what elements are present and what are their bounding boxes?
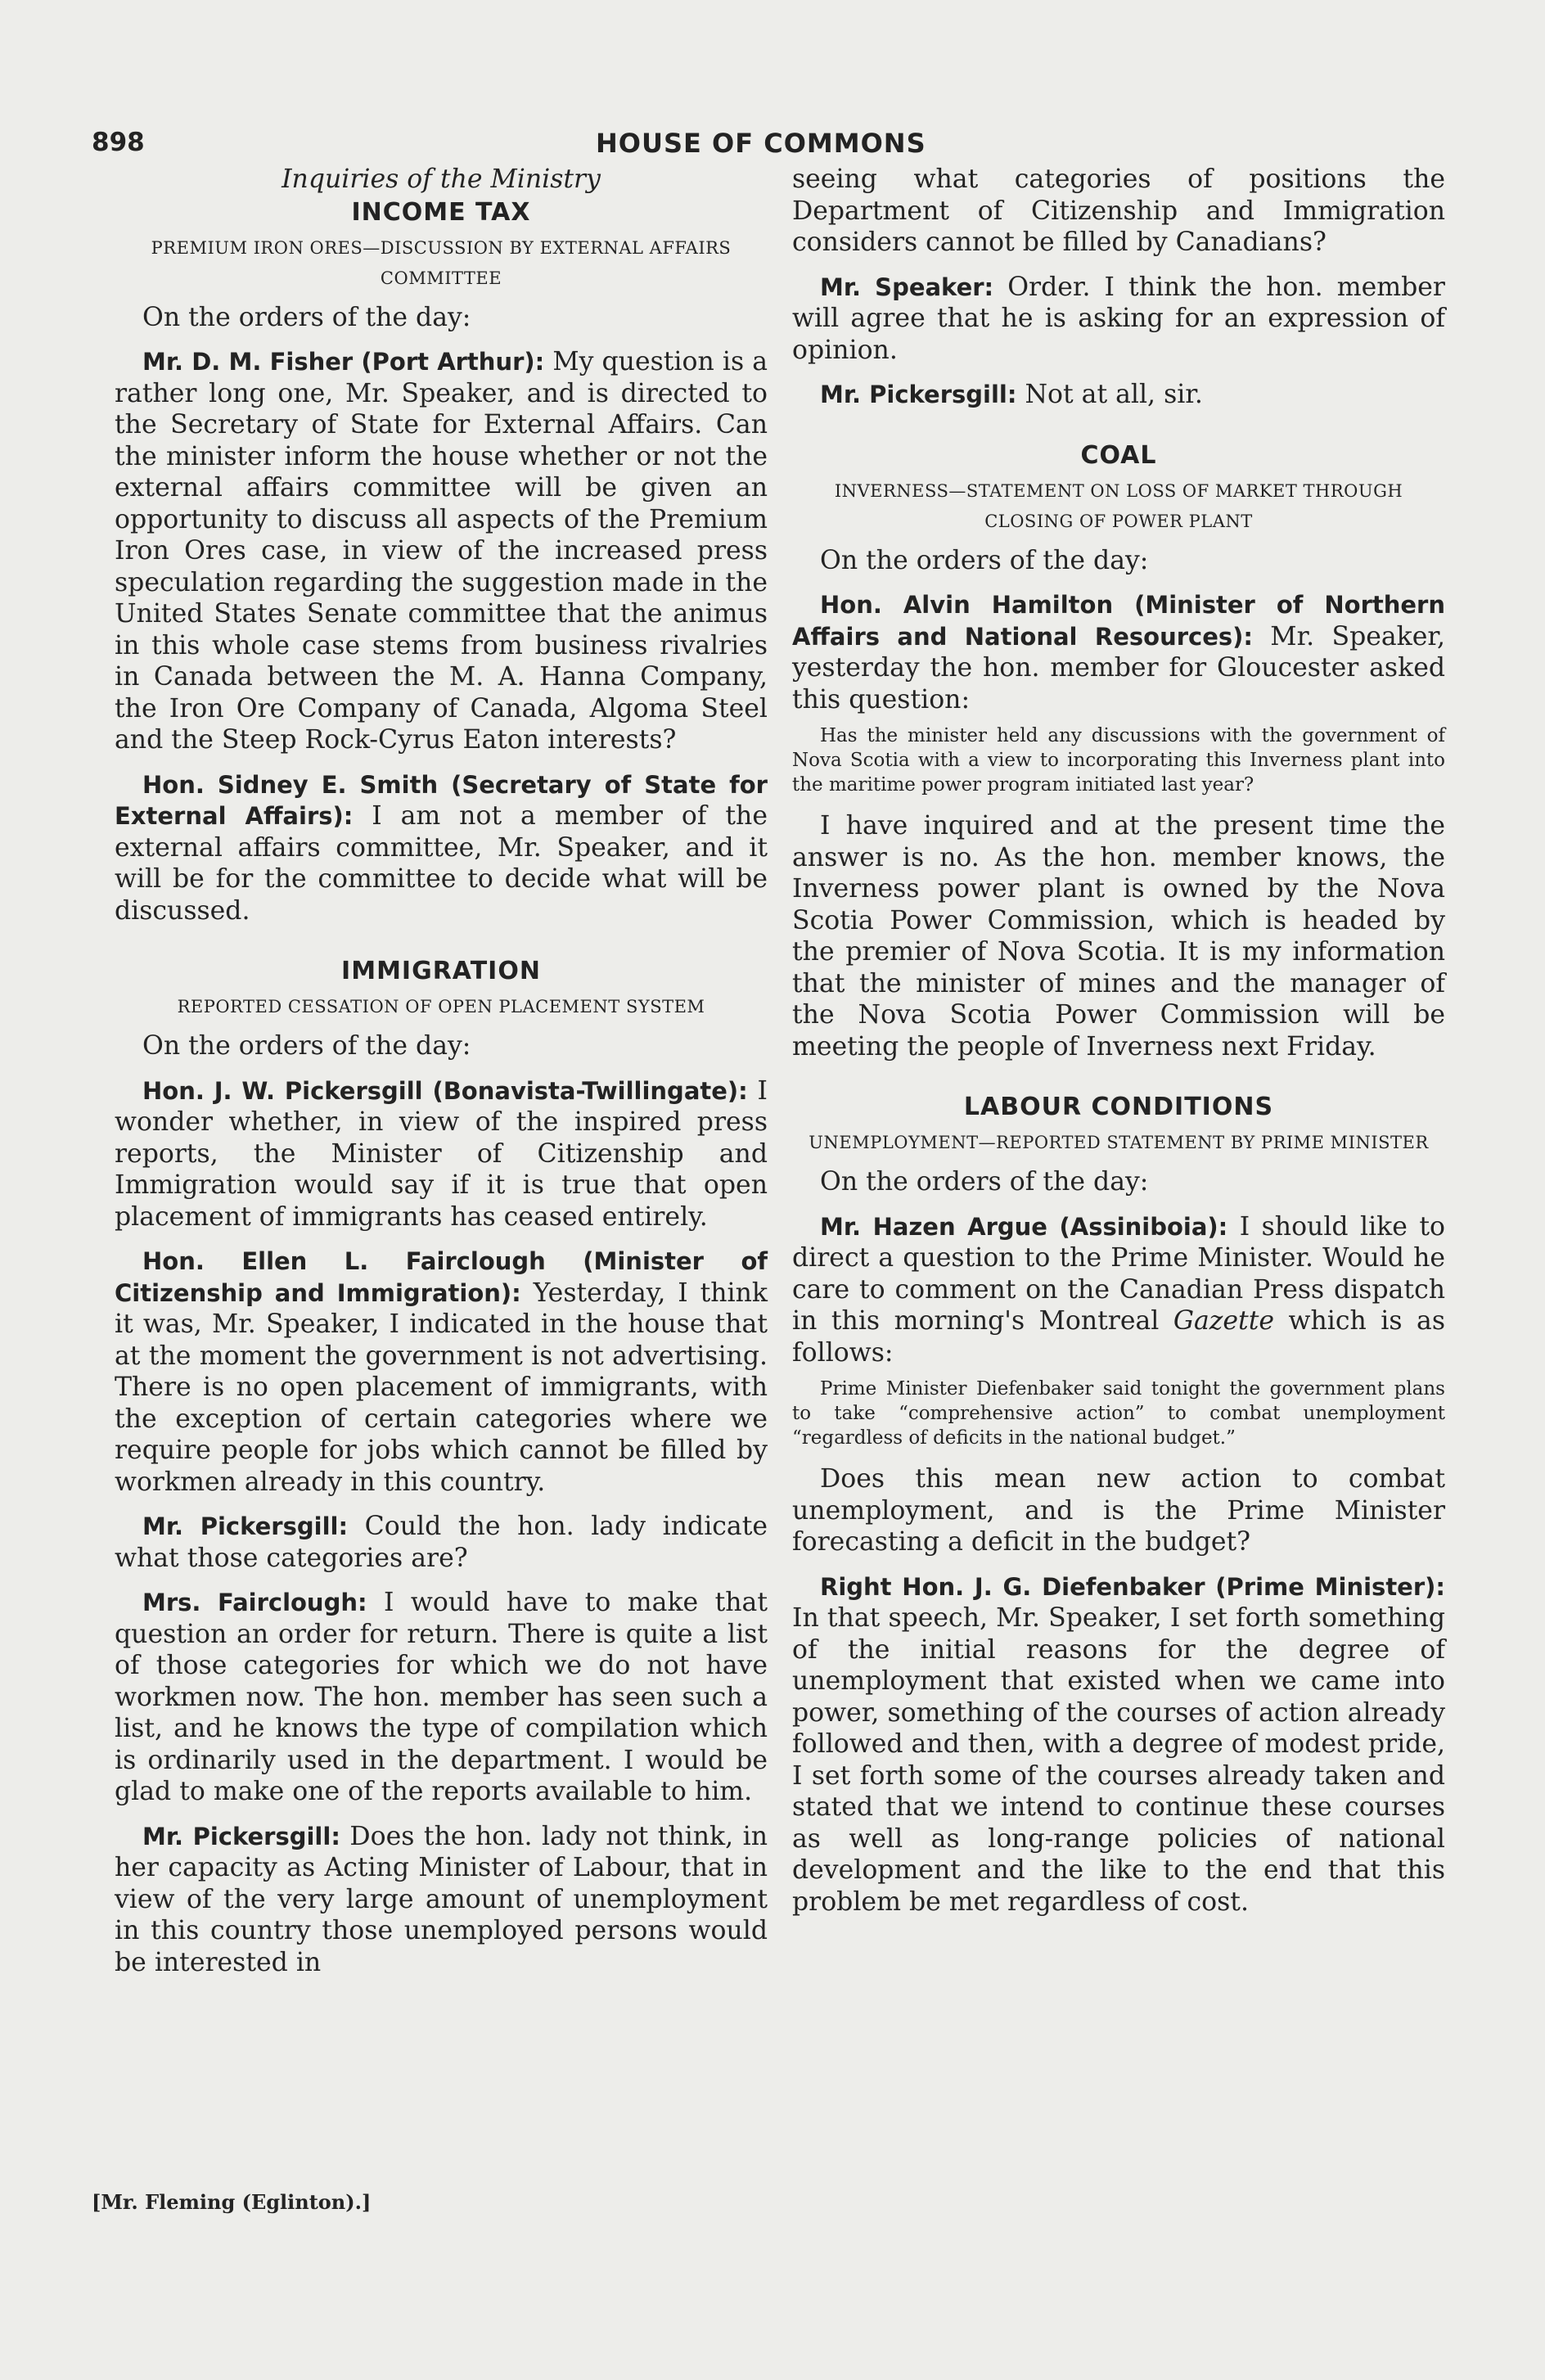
block-quote: Has the minister held any discussions with the government of Nova Scotia with a view to incorporating this Inverness plant into the maritime power program initiated last year? — [792, 725, 1445, 796]
speech-text: Not at all, sir. — [1016, 380, 1203, 409]
paragraph — [115, 1821, 768, 1979]
speech-text: I would have to make that question an order for return. There is quite a list of those categories for which we do not have workmen now. The hon. member has seen such a list, and he knows the type of compilation which is ordinarily used in the department. I would be glad to make one of the reports available to him. — [115, 1588, 768, 1806]
labour-conditions-heading: LABOUR CONDITIONS — [963, 1093, 1274, 1121]
speaker-name: Mr. Pickersgill: — [820, 381, 1017, 408]
paragraph — [792, 272, 1445, 367]
speech-text: My question is a rather long one, Mr. Speaker, and is directed to the Secretary of State for External Affairs. Can the minister inform the house whether or not the external affairs committee will be given an opportunity to discuss all aspects of the Premium Iron Ores case, in view of the increased press speculation regarding the suggestion made in the United States Senate committee that the animus in this whole case stems from business rivalries in Canada between the M. A. Hanna Company, the Iron Ore Company of Canada, Algoma Steel and the Steep Rock-Cyrus Eaton interests? — [115, 347, 768, 755]
coal-heading: COAL — [1080, 440, 1157, 470]
paragraph: I have inquired and at the present time the answer is no. As the hon. member knows, the Inverness power plant is owned by the Nova Scotia Power Commission, which is headed by the premier of Nova Scotia. It is my information that the minister of mines and the manager of the Nova Scotia Power Commission will be meeting the people of Inverness next Friday. — [792, 811, 1445, 1062]
running-head: HOUSE OF COMMONS — [596, 128, 926, 159]
speech-text: I should like to direct a question to the Prime Minister. Would he care to comment on the Canadian Press dispatch in this morning's Montreal — [792, 1211, 1445, 1336]
speech-text: Yesterday, I think it was, Mr. Speaker, I indicated in the house that at the moment the government is not advertising. There is no open placement of immigrants, with the exception of certain categories where we require people for jobs which cannot be filled by workmen already in this country. — [115, 1278, 768, 1497]
immigration-subheading: REPORTED CESSATION OF OPEN PLACEMENT SYSTEM — [177, 997, 705, 1016]
speech-text: Mr. Speaker, yesterday the hon. member for Gloucester asked this question: — [792, 621, 1445, 714]
speech-text: Does the hon. lady not think, in her capacity as Acting Minister of Labour, that in view of the very large amount of unemployment in this country those unemployed persons would be interested in — [115, 1821, 768, 1977]
paragraph — [115, 1587, 768, 1808]
immigration-heading: IMMIGRATION — [341, 957, 541, 985]
speaker-name: Mr. Hazen Argue (Assiniboia): — [820, 1212, 1228, 1241]
speaker-name: Right Hon. J. G. Diefenbaker (Prime Minister): — [820, 1572, 1445, 1601]
orders-of-day: On the orders of the day: — [820, 545, 1149, 575]
paragraph — [792, 1571, 1445, 1918]
speech-text: In that speech, Mr. Speaker, I set forth something of the initial reasons for the degree of unemployment that existed when we came into power, something of the courses of action already followed and then, with a degree of modest pride, I set forth some of the courses already taken and stated that we intend to continue these courses as well as long-range policies of national development and the like to the end that this problem be met regardless of cost. — [792, 1603, 1446, 1917]
speaker-name: Hon. Ellen L. Fairclough (Minister of Citizenship and Immigration): — [115, 1247, 768, 1307]
paragraph-continuation: seeing what categories of positions the Department of Citizenship and Immigration considers cannot be filled by Canadians? — [792, 165, 1445, 257]
orders-of-day: On the orders of the day: — [142, 302, 471, 332]
block-quote: Prime Minister Diefenbaker said tonight the government plans to take “comprehensive action” to combat unemployment “regardless of deficits in the national budget.” — [792, 1378, 1445, 1449]
paragraph — [115, 346, 768, 756]
speaker-name: Mr. D. M. Fisher (Port Arthur): — [142, 348, 545, 376]
speaker-name: Mr. Pickersgill: — [142, 1512, 349, 1540]
income-tax-heading: INCOME TAX — [351, 197, 531, 227]
speech-text: which is as follows: — [792, 1306, 1445, 1368]
paragraph — [792, 1211, 1445, 1369]
income-tax-subheading: PREMIUM IRON ORES—DISCUSSION BY EXTERNAL AFFAIRS COMMITTEE — [151, 237, 732, 288]
paragraph — [115, 769, 768, 927]
speaker-name: Hon. Sidney E. Smith (Secretary of State for External Affairs): — [115, 770, 768, 830]
paragraph — [115, 1075, 768, 1233]
paragraph — [792, 379, 1445, 411]
speaker-name: Mr. Pickersgill: — [142, 1822, 340, 1850]
paragraph — [115, 1511, 768, 1574]
paragraph: Does this mean new action to combat unemployment, and is the Prime Minister forecasting a deficit in the budget? — [792, 1464, 1445, 1557]
speech-text: I am not a member of the external affairs committee, Mr. Speaker, and it will be for the committee to decide what will be discussed. — [115, 801, 768, 926]
left-column — [115, 164, 768, 1978]
speech-text: I wonder whether, in view of the inspired press reports, the Minister of Citizenship and Immigration would say if it is true that open placement of immigrants has ceased entirely. — [115, 1075, 768, 1232]
speaker-name: Hon. Alvin Hamilton (Minister of Northern Affairs and National Resources): — [792, 591, 1445, 651]
section-italic-head: Inquiries of the Ministry — [282, 165, 601, 194]
coal-subheading: INVERNESS—STATEMENT ON LOSS OF MARKET THROUGH CLOSING OF POWER PLANT — [834, 480, 1403, 531]
speech-text: Could the hon. lady indicate what those categories are? — [115, 1512, 768, 1573]
page-number: 898 — [92, 128, 145, 157]
speaker-name: Hon. J. W. Pickersgill (Bonavista-Twillingate): — [142, 1076, 748, 1105]
page-footer: [Mr. Fleming (Eglinton).] — [92, 2190, 372, 2214]
orders-of-day: On the orders of the day: — [142, 1031, 471, 1061]
newspaper-name: Gazette — [1173, 1306, 1274, 1336]
labour-conditions-subheading: UNEMPLOYMENT—REPORTED STATEMENT BY PRIME MINISTER — [809, 1133, 1429, 1152]
speaker-name: Mrs. Fairclough: — [142, 1589, 367, 1616]
speech-text: Order. I think the hon. member will agree that he is asking for an expression of opinion. — [792, 272, 1445, 365]
paragraph — [115, 1246, 768, 1498]
orders-of-day: On the orders of the day: — [820, 1167, 1149, 1197]
paragraph — [792, 589, 1445, 715]
speaker-name: Mr. Speaker: — [820, 273, 994, 301]
right-column — [792, 164, 1445, 1918]
